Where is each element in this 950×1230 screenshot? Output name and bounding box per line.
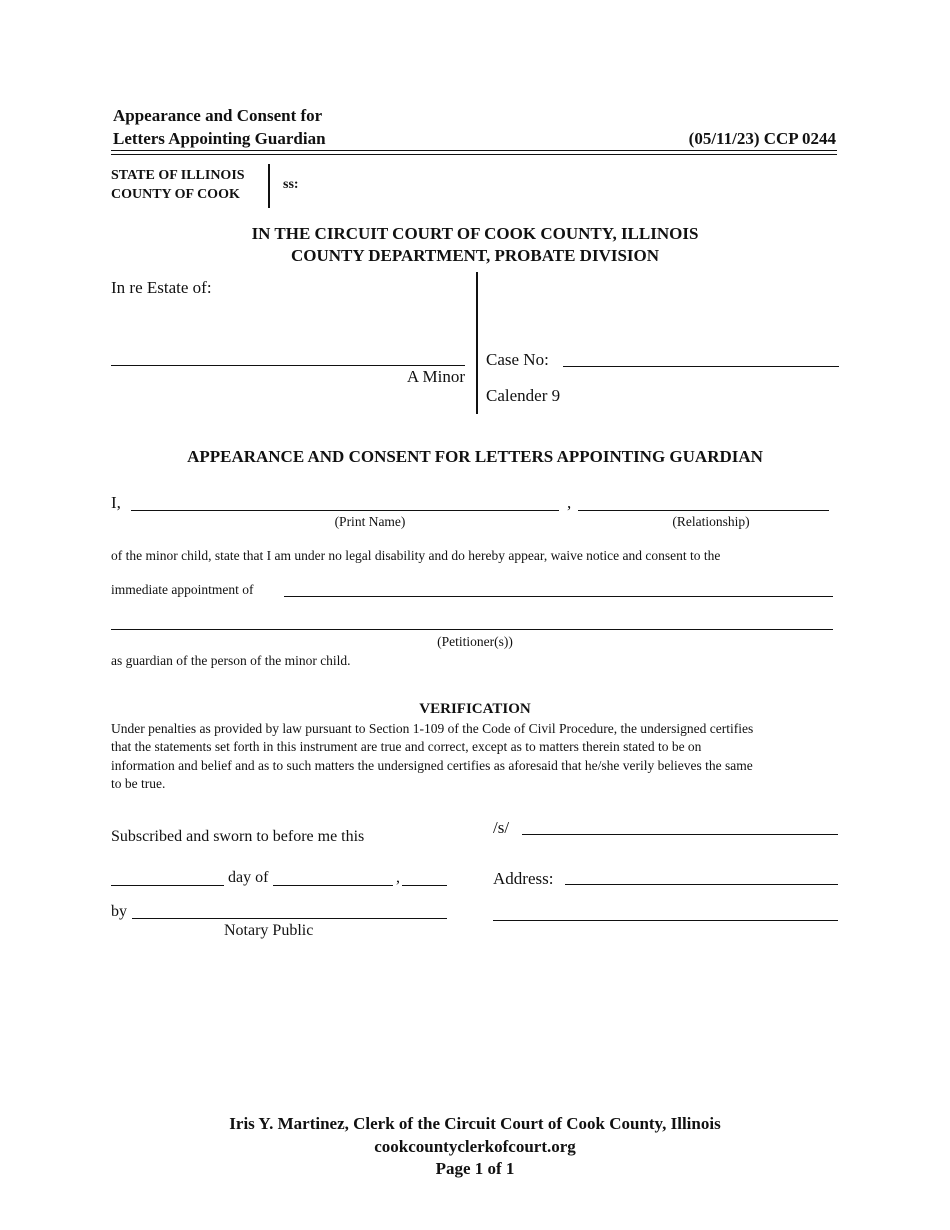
s-label: /s/ bbox=[493, 818, 510, 837]
footer-clerk: Iris Y. Martinez, Clerk of the Circuit Court of Cook County, Illinois bbox=[229, 1114, 721, 1133]
calendar-label: Calender 9 bbox=[486, 386, 561, 405]
court-line2: COUNTY DEPARTMENT, PROBATE DIVISION bbox=[290, 246, 660, 265]
verification-heading: VERIFICATION bbox=[419, 701, 531, 717]
by-label: by bbox=[111, 903, 127, 920]
court-line1: IN THE CIRCUIT COURT OF COOK COUNTY, ILLINOIS bbox=[251, 224, 699, 243]
header-rule-bottom bbox=[111, 154, 837, 155]
header-rule-top bbox=[111, 150, 837, 151]
venue-ss: ss: bbox=[283, 177, 299, 192]
relationship-field[interactable] bbox=[578, 510, 829, 511]
verification-line4: to be true. bbox=[111, 776, 166, 791]
petitioner-field-2[interactable] bbox=[111, 629, 833, 630]
venue-county: COUNTY OF COOK bbox=[111, 187, 240, 202]
header-title-line2: Letters Appointing Guardian bbox=[113, 129, 326, 148]
in-re-label: In re Estate of: bbox=[111, 278, 212, 297]
header-title-line1: Appearance and Consent for bbox=[113, 106, 323, 125]
year-field[interactable] bbox=[402, 885, 447, 886]
subscribed-text: Subscribed and sworn to before me this bbox=[111, 828, 365, 845]
statement-text: of the minor child, state that I am under no legal disability and do hereby appear, waive notice and consent to the bbox=[111, 548, 721, 563]
case-no-field[interactable] bbox=[563, 366, 839, 367]
immediate-label: immediate appointment of bbox=[111, 582, 254, 597]
notary-signature-field[interactable] bbox=[132, 918, 447, 919]
relationship-caption: (Relationship) bbox=[672, 514, 750, 529]
form-title: APPEARANCE AND CONSENT FOR LETTERS APPOINTING GUARDIAN bbox=[187, 447, 763, 466]
petitioner-field-1[interactable] bbox=[284, 596, 833, 597]
venue-state: STATE OF ILLINOIS bbox=[111, 168, 245, 183]
venue-divider bbox=[268, 164, 270, 208]
footer-page: Page 1 of 1 bbox=[435, 1159, 515, 1178]
minor-label: A Minor bbox=[406, 367, 465, 386]
caption-divider bbox=[476, 272, 478, 414]
day-of-label: day of bbox=[228, 869, 269, 886]
petitioner-caption: (Petitioner(s)) bbox=[437, 634, 513, 649]
guardian-text: as guardian of the person of the minor child. bbox=[111, 653, 351, 668]
case-no-label: Case No: bbox=[486, 350, 549, 369]
address-field-2[interactable] bbox=[493, 920, 838, 921]
verification-line2: that the statements set forth in this instrument are true and correct, except as to matters therein stated to be on bbox=[111, 739, 702, 754]
day-field[interactable] bbox=[111, 885, 224, 886]
month-field[interactable] bbox=[273, 885, 393, 886]
comma-label: , bbox=[567, 493, 572, 512]
verification-line3: information and belief and as to such matters the undersigned certifies as aforesaid that he/she verily believes the same bbox=[111, 758, 753, 773]
signature-field[interactable] bbox=[522, 834, 838, 835]
date-comma: , bbox=[396, 869, 400, 886]
address-field-1[interactable] bbox=[565, 884, 838, 885]
print-name-field[interactable] bbox=[131, 510, 559, 511]
address-label: Address: bbox=[493, 869, 554, 888]
estate-name-field[interactable] bbox=[111, 365, 465, 366]
form-code: (05/11/23) CCP 0244 bbox=[688, 129, 836, 148]
footer-website[interactable]: cookcountyclerkofcourt.org bbox=[374, 1137, 576, 1156]
i-label: I, bbox=[111, 493, 121, 512]
verification-line1: Under penalties as provided by law pursuant to Section 1-109 of the Code of Civil Procedure, the undersigned certifies bbox=[111, 721, 754, 736]
notary-label: Notary Public bbox=[224, 922, 314, 939]
print-name-caption: (Print Name) bbox=[334, 514, 406, 529]
